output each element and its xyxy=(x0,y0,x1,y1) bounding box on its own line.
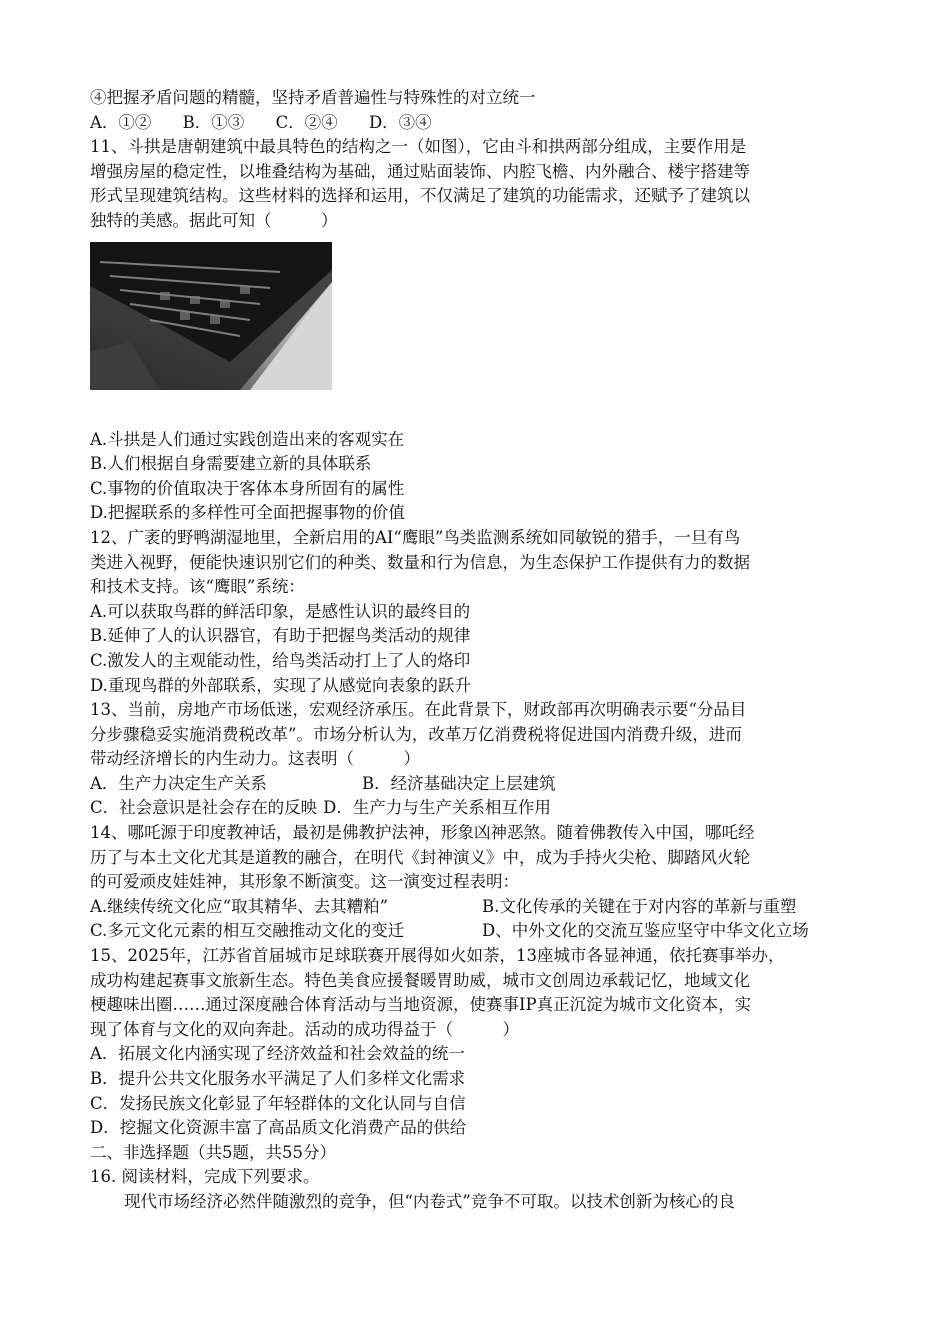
q13-stem-line: 带动经济增长的内生动力。这表明（ ） xyxy=(90,749,420,769)
q13-option-a: A．生产力决定生产关系 xyxy=(90,773,267,793)
exam-page xyxy=(90,86,880,1215)
q15-stem-line: 现了体育与文化的双向奔赴。活动的成功得益于（ ） xyxy=(90,1019,519,1039)
q12-stem-line: 类进入视野，便能快速识别它们的种类、数量和行为信息，为生态保护工作提供有力的数据 xyxy=(90,552,750,572)
q11-stem-line: 独特的美感。据此可知（ ） xyxy=(90,210,338,230)
q14-option-c: C.多元文化元素的相互交融推动文化的变迁 xyxy=(90,921,405,941)
q15-option-d: D．挖掘文化资源丰富了高品质文化消费产品的供给 xyxy=(90,1118,467,1138)
q10-option-d: D．③④ xyxy=(368,112,432,132)
dougong-bracket-photo xyxy=(90,242,332,390)
q10-option-b: B．①③ xyxy=(182,112,245,132)
q10-option-c: C．②④ xyxy=(275,112,338,132)
dougong-illustration xyxy=(90,242,332,390)
q10-option-a: A．①② xyxy=(90,112,152,132)
section-2-heading: 二、非选择题（共5题，共55分） xyxy=(90,1142,336,1162)
q11-stem-line: 11、斗拱是唐朝建筑中最具特色的结构之一（如图），它由斗和拱两部分组成，主要作用是 xyxy=(90,137,747,157)
q13-options-row-2 xyxy=(90,796,880,821)
q13-stem-line: 13、当前，房地产市场低迷，宏观经济承压。在此背景下，财政部再次明确表示要“分品目 xyxy=(90,700,747,720)
question-12 xyxy=(90,526,880,698)
q13-option-b: B．经济基础决定上层建筑 xyxy=(362,773,556,793)
q11-stem-line: 增强房屋的稳定性，以堆叠结构为基础，通过贴面装饰、内腔飞檐、内外融合、楼宇搭建等 xyxy=(90,161,750,181)
q11-option-a: A.斗拱是人们通过实践创造出来的客观实在 xyxy=(90,429,405,449)
q10-options xyxy=(90,111,880,136)
q14-stem-line: 14、哪吒源于印度教神话，最初是佛教护法神，形象凶神恶煞。随着佛教传入中国，哪吒经 xyxy=(90,823,755,843)
q15-option-b: B．提升公共文化服务水平满足了人们多样文化需求 xyxy=(90,1069,466,1088)
question-11 xyxy=(90,135,880,526)
q14-options-row-2 xyxy=(90,919,880,944)
q12-option-b: B.延伸了人的认识器官，有助于把握鸟类活动的规律 xyxy=(90,626,471,646)
q14-stem-line: 的可爱顽皮娃娃神，其形象不断演变。这一演变过程表明： xyxy=(90,872,519,892)
q11-option-d: D.把握联系的多样性可全面把握事物的价值 xyxy=(90,503,405,523)
q11-option-b: B.人们根据自身需要建立新的具体联系 xyxy=(90,454,372,474)
question-15 xyxy=(90,944,880,1141)
q15-stem-line: 成功构建起赛事文旅新生态。特色美食应援餐暖胃助威，城市文创周边承载记忆，地域文化 xyxy=(90,970,750,990)
q15-option-a: A．拓展文化内涵实现了经济效益和社会效益的统一 xyxy=(90,1044,465,1064)
question-14 xyxy=(90,821,880,944)
question-13 xyxy=(90,698,880,821)
q16-material-paragraph: 现代市场经济必然伴随激烈的竞争，但“内卷式”竞争不可取。以技术创新为核心的良 xyxy=(124,1191,735,1211)
q11-option-c: C.事物的价值取决于客体本身所固有的属性 xyxy=(90,478,405,498)
q14-option-d: D、中外文化的交流互鉴应坚守中华文化立场 xyxy=(482,921,809,941)
q12-option-c: C.激发人的主观能动性，给鸟类活动打上了人的烙印 xyxy=(90,650,471,670)
q13-option-d: D．生产力与生产关系相互作用 xyxy=(323,798,551,818)
q11-stem-line: 形式呈现建筑结构。这些材料的选择和运用，不仅满足了建筑的功能需求，还赋予了建筑以 xyxy=(90,186,750,206)
q16-instruction: 16. 阅读材料，完成下列要求。 xyxy=(90,1167,320,1187)
q15-option-c: C．发扬民族文化彰显了年轻群体的文化认同与自信 xyxy=(90,1093,466,1113)
q15-stem-line: 15、2025年，江苏省首届城市足球联赛开展得如火如荼，13座城市各显神通，依托赛事举办， xyxy=(90,946,785,966)
q14-options-row-1 xyxy=(90,895,880,920)
q15-stem-line: 梗趣味出圈……通过深度融合体育活动与当地资源，使赛事IP真正沉淀为城市文化资本，实 xyxy=(90,995,752,1015)
q12-option-d: D.重现鸟群的外部联系，实现了从感觉向表象的跃升 xyxy=(90,675,471,695)
q14-stem-line: 历了与本土文化尤其是道教的融合，在明代《封神演义》中，成为手持火尖枪、脚踏风火轮 xyxy=(90,847,750,867)
q12-option-a: A.可以获取鸟群的鲜活印象，是感性认识的最终目的 xyxy=(90,601,471,621)
section-2 xyxy=(90,1141,880,1215)
q13-stem-line: 分步骤稳妥实施消费税改革”。市场分析认为，改革万亿消费税将促进国内消费升级，进而 xyxy=(90,724,742,744)
q12-stem-line: 12、广袤的野鸭湖湿地里，全新启用的AI“鹰眼”鸟类监测系统如同敏锐的猎手，一旦有鸟 xyxy=(90,527,741,547)
q14-option-b: B.文化传承的关键在于对内容的革新与重塑 xyxy=(482,896,797,916)
q12-stem-line: 和技术支持。该“鹰眼”系统： xyxy=(90,577,305,597)
q13-options-row-1 xyxy=(90,772,880,797)
q14-option-a: A.继续传统文化应“取其精华、去其糟粕” xyxy=(90,896,389,916)
q13-option-c: C．社会意识是社会存在的反映 xyxy=(90,798,318,818)
q10-item-4: ④把握矛盾问题的精髓，坚持矛盾普遍性与特殊性的对立统一 xyxy=(90,88,536,107)
